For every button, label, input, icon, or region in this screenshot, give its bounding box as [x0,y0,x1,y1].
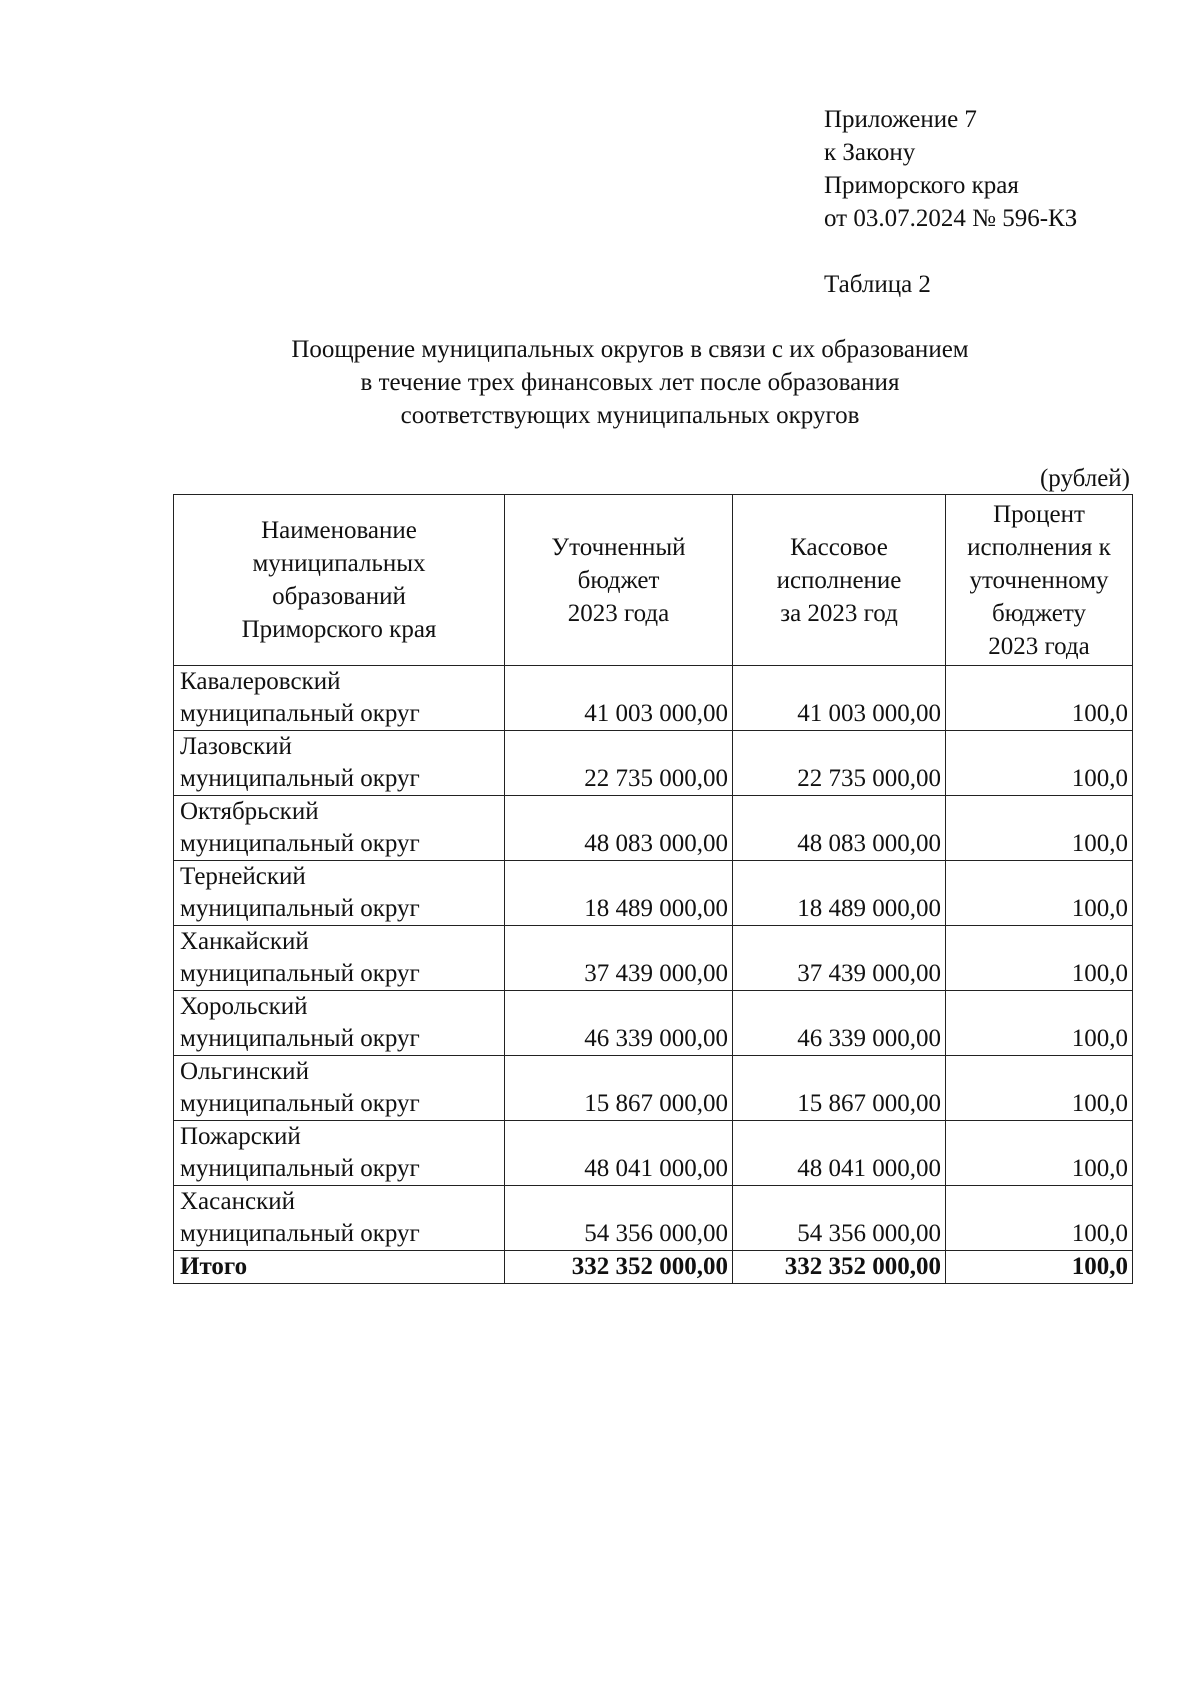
municipality-name: Тернейский муниципальный округ [174,861,505,926]
table-row [174,1186,1133,1251]
percent-value: 100,0 [946,731,1133,796]
municipality-name: Хасанский муниципальный округ [174,1186,505,1251]
executed-value: 48 083 000,00 [733,796,946,861]
budget-value: 48 083 000,00 [505,796,733,861]
title-line: соответствующих муниципальных округов [400,402,860,429]
budget-value: 22 735 000,00 [505,731,733,796]
municipality-name: Ольгинский муниципальный округ [174,1056,505,1121]
table-row [174,1121,1133,1186]
appendix-line: Приложение 7 [824,106,977,133]
total-budget: 332 352 000,00 [505,1251,733,1284]
budget-value: 41 003 000,00 [505,666,733,731]
table-row [174,666,1133,731]
total-label: Итого [174,1251,505,1284]
municipality-name: Пожарский муниципальный округ [174,1121,505,1186]
document-title [190,333,1070,432]
units-label: (рублей) [1039,465,1130,492]
header-percent: Процент исполнения к уточненному бюджету 2023 года [946,495,1133,666]
total-percent: 100,0 [946,1251,1133,1284]
budget-value: 46 339 000,00 [505,991,733,1056]
appendix-line: Приморского края [824,172,1019,199]
municipality-name: Лазовский муниципальный округ [174,731,505,796]
percent-value: 100,0 [946,861,1133,926]
percent-value: 100,0 [946,926,1133,991]
percent-value: 100,0 [946,1056,1133,1121]
percent-value: 100,0 [946,1121,1133,1186]
budget-value: 54 356 000,00 [505,1186,733,1251]
executed-value: 15 867 000,00 [733,1056,946,1121]
executed-value: 18 489 000,00 [733,861,946,926]
total-row [174,1251,1133,1284]
executed-value: 41 003 000,00 [733,666,946,731]
table-row [174,796,1133,861]
municipality-name: Кавалеровский муниципальный округ [174,666,505,731]
title-line: Поощрение муниципальных округов в связи с их образованием [291,336,969,363]
header-municipality: Наименование муниципальных образований Приморского края [174,495,505,666]
municipality-name: Октябрьский муниципальный округ [174,796,505,861]
table-row [174,731,1133,796]
percent-value: 100,0 [946,796,1133,861]
table-row [174,991,1133,1056]
header-budget: Уточненный бюджет 2023 года [505,495,733,666]
executed-value: 37 439 000,00 [733,926,946,991]
budget-value: 18 489 000,00 [505,861,733,926]
municipality-name: Хорольский муниципальный округ [174,991,505,1056]
table-header-row [174,495,1133,666]
title-line: в течение трех финансовых лет после образования [360,369,900,396]
percent-value: 100,0 [946,1186,1133,1251]
appendix-line: к Закону [824,139,916,166]
appendix-reference [824,103,1077,235]
table-row [174,861,1133,926]
budget-value: 37 439 000,00 [505,926,733,991]
header-executed: Кассовое исполнение за 2023 год [733,495,946,666]
municipality-name: Ханкайский муниципальный округ [174,926,505,991]
percent-value: 100,0 [946,666,1133,731]
table-row [174,926,1133,991]
executed-value: 46 339 000,00 [733,991,946,1056]
budget-value: 15 867 000,00 [505,1056,733,1121]
budget-table [173,494,1133,1284]
appendix-line: от 03.07.2024 № 596-КЗ [824,205,1078,232]
budget-value: 48 041 000,00 [505,1121,733,1186]
executed-value: 54 356 000,00 [733,1186,946,1251]
table-row [174,1056,1133,1121]
executed-value: 48 041 000,00 [733,1121,946,1186]
executed-value: 22 735 000,00 [733,731,946,796]
percent-value: 100,0 [946,991,1133,1056]
total-executed: 332 352 000,00 [733,1251,946,1284]
table-number: Таблица 2 [824,271,931,298]
